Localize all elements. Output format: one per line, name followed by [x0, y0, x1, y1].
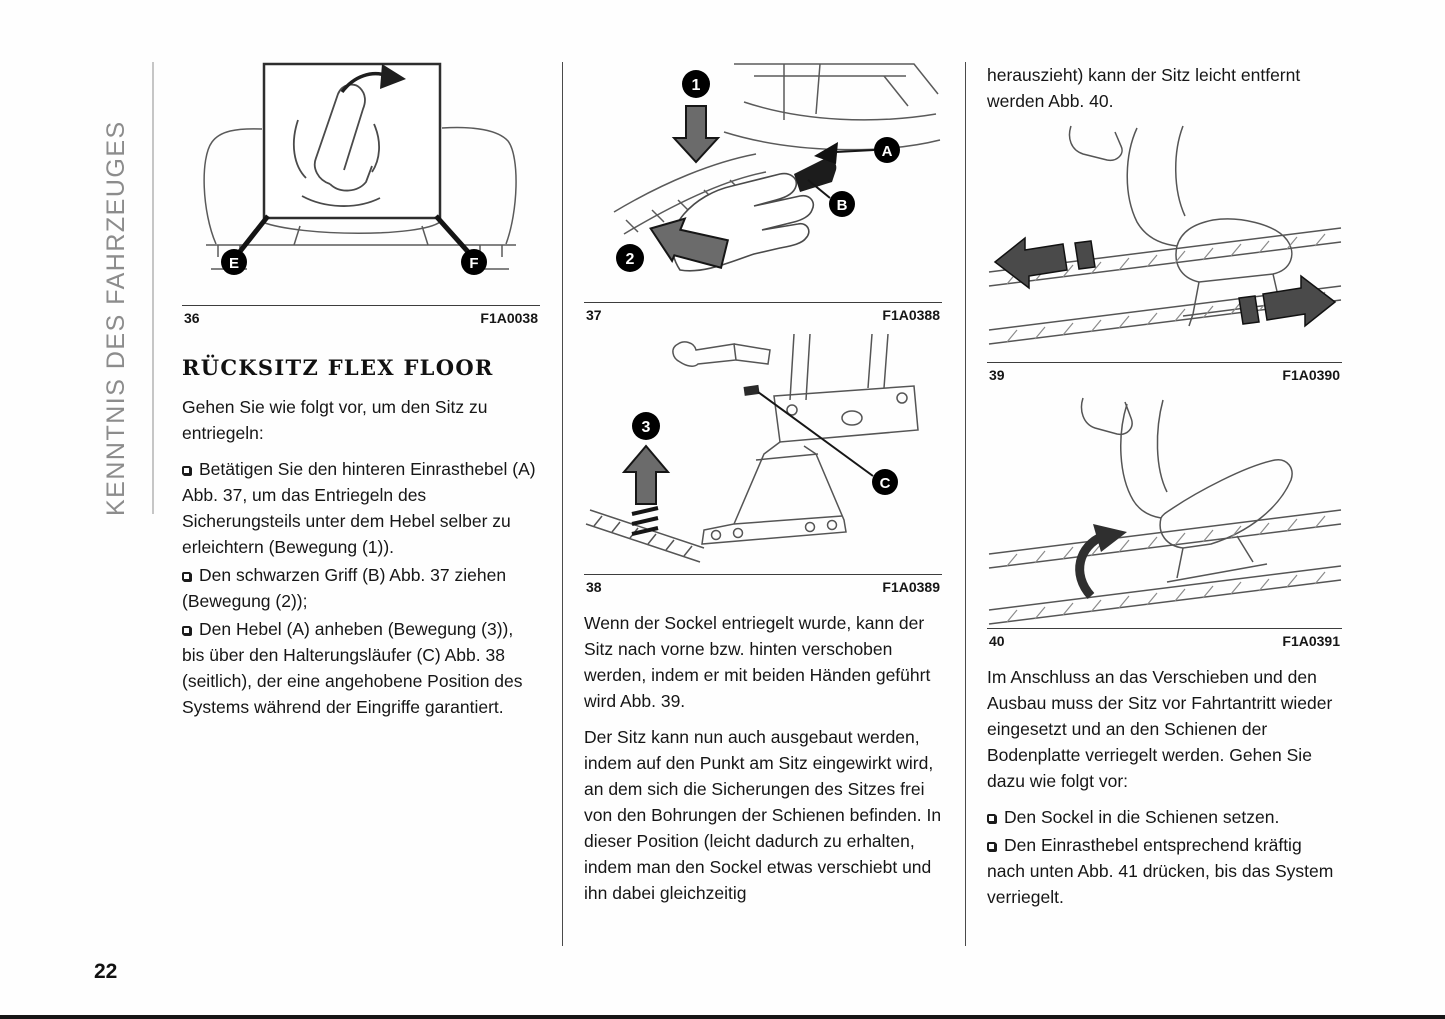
- figure-code: F1A0388: [882, 307, 940, 323]
- bullet-square-icon: [182, 572, 191, 581]
- figure-37: [584, 62, 942, 326]
- figure-number: 36: [184, 310, 200, 326]
- figure-number: 40: [989, 633, 1005, 649]
- figure-39-caption: [987, 362, 1342, 386]
- bullet-square-icon: [182, 466, 191, 475]
- figure-number: 37: [586, 307, 602, 323]
- seat-sliding-illustration: [987, 124, 1342, 362]
- list-item-text: Den schwarzen Griff (B) Abb. 37 ziehen (Bewegung (2));: [182, 565, 507, 611]
- column-divider-1: [562, 62, 563, 946]
- figure-39-image: [987, 124, 1342, 362]
- paragraph: Wenn der Sockel entriegelt wurde, kann der Sitz nach vorne bzw. hinten verschoben werden, indem er mit beiden Händen geführt wird Abb. 39.: [584, 613, 931, 711]
- figure-38: [584, 334, 942, 598]
- page-bottom-edge: [0, 1015, 1445, 1019]
- figure-label-c: C: [879, 475, 891, 492]
- figure-label-3: 3: [641, 419, 651, 436]
- list-item-text: Den Hebel (A) anheben (Bewegung (3)), bis über den Halterungsläufer (C) Abb. 38 (seitlich), der eine angehobene Position des Systems während der Eingriffe garantiert.: [182, 619, 523, 717]
- bullet-square-icon: [987, 842, 996, 851]
- figure-37-image: [584, 62, 942, 302]
- paragraph: herauszieht) kann der Sitz leicht entfernt werden Abb. 40.: [987, 65, 1301, 111]
- figure-code: F1A0390: [1282, 367, 1340, 383]
- figure-label-2: 2: [625, 251, 635, 268]
- list-item-text: Den Einrasthebel entsprechend kräftig nach unten Abb. 41 drücken, bis das System verriegelt.: [987, 835, 1334, 907]
- list-item-text: Betätigen Sie den hinteren Einrasthebel (A) Abb. 37, um das Entriegeln des Sicherungsteils unter dem Hebel selber zu erleichtern (Bewegung (1)).: [182, 459, 536, 557]
- figure-40: [987, 396, 1342, 652]
- figure-37-caption: [584, 302, 942, 326]
- list-item-text: Den Sockel in die Schienen setzen.: [1004, 807, 1280, 827]
- list-item: [987, 832, 1342, 910]
- page-number: 22: [94, 960, 118, 983]
- bullet-square-icon: [987, 814, 996, 823]
- paragraph: Im Anschluss an das Verschieben und den Ausbau muss der Sitz vor Fahrtantritt wieder eingesetzt und an den Schienen der Bodenplatte verriegelt werden. Gehen Sie dazu wie folgt vor:: [987, 667, 1333, 791]
- chapter-vertical-title: KENNTNIS DES FAHRZEUGES: [102, 120, 130, 516]
- seat-base-illustration: [584, 334, 942, 574]
- figure-36-image: [182, 62, 540, 305]
- figure-40-image: [987, 396, 1342, 628]
- figure-number: 39: [989, 367, 1005, 383]
- column-2: [584, 62, 942, 916]
- figure-label-f: F: [469, 255, 479, 272]
- sidebar-rule: [152, 62, 154, 514]
- section-heading: RÜCKSITZ FLEX FLOOR: [182, 355, 494, 380]
- figure-39: [987, 124, 1342, 386]
- figure-40-caption: [987, 628, 1342, 652]
- figure-38-image: [584, 334, 942, 574]
- seat-lever-illustration: [584, 62, 942, 302]
- figure-36: [182, 62, 540, 329]
- list-item: [182, 456, 540, 560]
- figure-code: F1A0389: [882, 579, 940, 595]
- column-1: [182, 62, 540, 722]
- paragraph: Gehen Sie wie folgt vor, um den Sitz zu entriegeln:: [182, 397, 488, 443]
- column-divider-2: [965, 62, 966, 946]
- list-item: [182, 562, 540, 614]
- figure-36-caption: [182, 305, 540, 329]
- list-item: [182, 616, 540, 720]
- figure-label-e: E: [228, 255, 240, 272]
- figure-number: 38: [586, 579, 602, 595]
- paragraph: Der Sitz kann nun auch ausgebaut werden, indem auf den Punkt am Sitz eingewirkt wird, an dem sich die Sicherungen des Sitzes frei von den Bohrungen der Schienen befinden. In dieser Position (leicht dadurch zu erhalten, indem man den Sockel etwas verschiebt und ihn dabei gleichzeitig: [584, 727, 942, 903]
- figure-code: F1A0038: [480, 310, 538, 326]
- column-3-text: [987, 664, 1342, 910]
- rear-seat-illustration: [182, 62, 540, 305]
- figure-label-b: B: [836, 197, 848, 214]
- figure-code: F1A0391: [1282, 633, 1340, 649]
- figure-label-1: 1: [691, 77, 701, 94]
- bullet-square-icon: [182, 626, 191, 635]
- list-item: [987, 804, 1342, 830]
- figure-38-caption: [584, 574, 942, 598]
- column-3: [987, 62, 1342, 912]
- column-2-text: [584, 610, 942, 906]
- seat-removal-illustration: [987, 396, 1342, 628]
- figure-label-a: A: [881, 143, 893, 160]
